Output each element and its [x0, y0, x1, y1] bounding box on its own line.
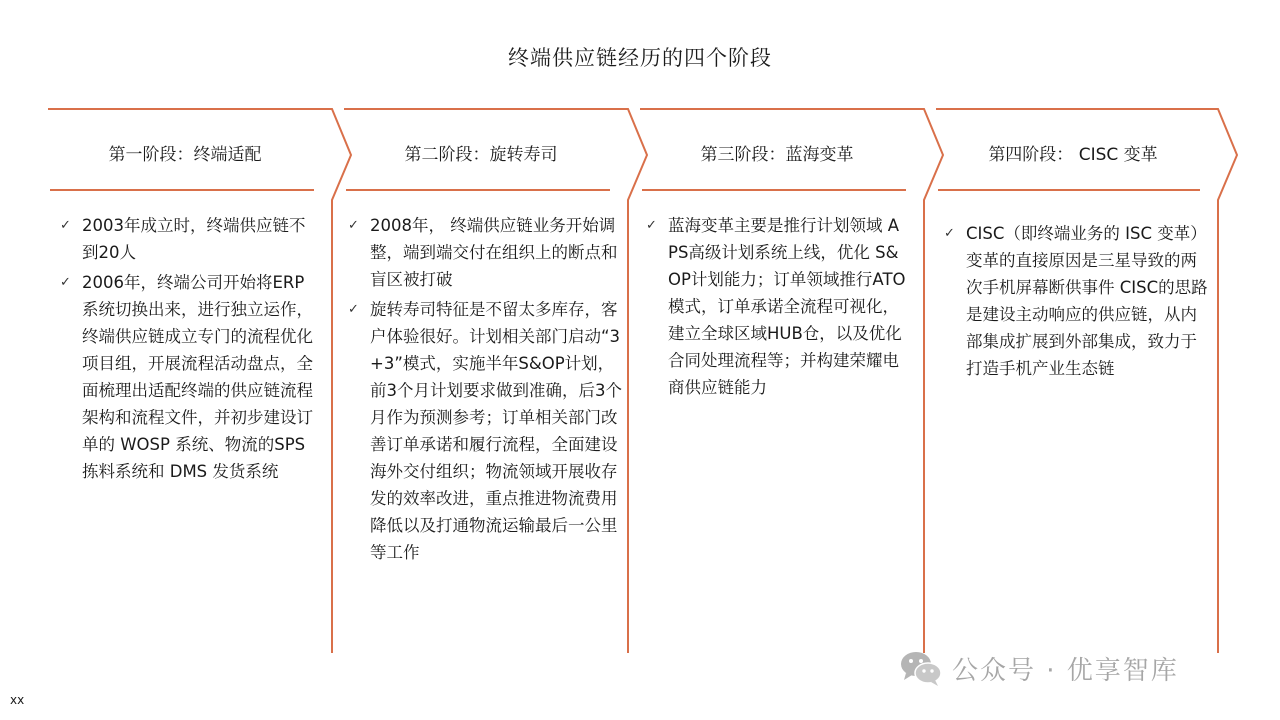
stage-4-title: 第四阶段： CISC 变革 — [988, 145, 1158, 165]
bullet-item — [646, 212, 908, 401]
bullet-text: 2003年成立时，终端供应链不到20人 — [82, 216, 306, 262]
check-icon: ✓ — [944, 226, 955, 241]
stage-3-body — [646, 212, 908, 404]
check-icon: ✓ — [646, 218, 657, 233]
stage-1-title: 第一阶段：终端适配 — [108, 145, 262, 165]
bullet-text: 旋转寿司特征是不留太多库存，客户体验很好。计划相关部门启动“3+3”模式，实施半年S&OP计划，前3个月计划要求做到准确，后3个月作为预测参考；订单相关部门改善订单承诺和履行流程，全面建设海外交付组织；物流领域开展收存发的效率改进，重点推进物流费用降低以及打通物流运输最后一公里等工作 — [370, 300, 622, 562]
watermark-text: 公众号 · 优享智库 — [952, 655, 1179, 686]
bullet-text: CISC（即终端业务的 ISC 变革）变革的直接原因是三星导致的两次手机屏幕断供事件 CISC的思路是建设主动响应的供应链，从内部集成扩展到外部集成，致力于打造手机产业生态链 — [966, 224, 1208, 378]
check-icon: ✓ — [348, 302, 359, 317]
watermark — [898, 648, 1179, 688]
stage-3-title: 第三阶段：蓝海变革 — [700, 145, 854, 165]
check-icon: ✓ — [348, 218, 359, 233]
bullet-item — [60, 212, 320, 266]
page-title: 终端供应链经历的四个阶段 — [508, 46, 772, 70]
footer-text: xx — [10, 693, 25, 707]
check-icon: ✓ — [60, 218, 71, 233]
bullet-text: 2006年，终端公司开始将ERP 系统切换出来，进行独立运作，终端供应链成立专门的流程优化项目组，开展流程活动盘点，全面梳理出适配终端的供应链流程架构和流程文件，并初步建设订单的 WOSP 系统、物流的SPS 拣料系统和 DMS 发货系统 — [82, 273, 313, 481]
bullet-item — [944, 220, 1210, 382]
check-icon: ✓ — [60, 275, 71, 290]
stage-2-title: 第二阶段：旋转寿司 — [404, 145, 558, 165]
bullet-item — [60, 269, 320, 485]
stage-2-body — [348, 212, 622, 569]
bullet-item — [348, 212, 622, 293]
wechat-icon — [898, 648, 944, 688]
stage-1-body — [60, 212, 320, 488]
bullet-item — [348, 296, 622, 566]
bullet-text: 蓝海变革主要是推行计划领域 APS高级计划系统上线，优化 S&OP计划能力；订单领域推行ATO模式，订单承诺全流程可视化，建立全球区域HUB仓，以及优化合同处理流程等；并构建荣耀电商供应链能力 — [668, 216, 906, 397]
stage-4-body — [944, 220, 1210, 385]
bullet-text: 2008年， 终端供应链业务开始调整，端到端交付在组织上的断点和盲区被打破 — [370, 216, 618, 289]
